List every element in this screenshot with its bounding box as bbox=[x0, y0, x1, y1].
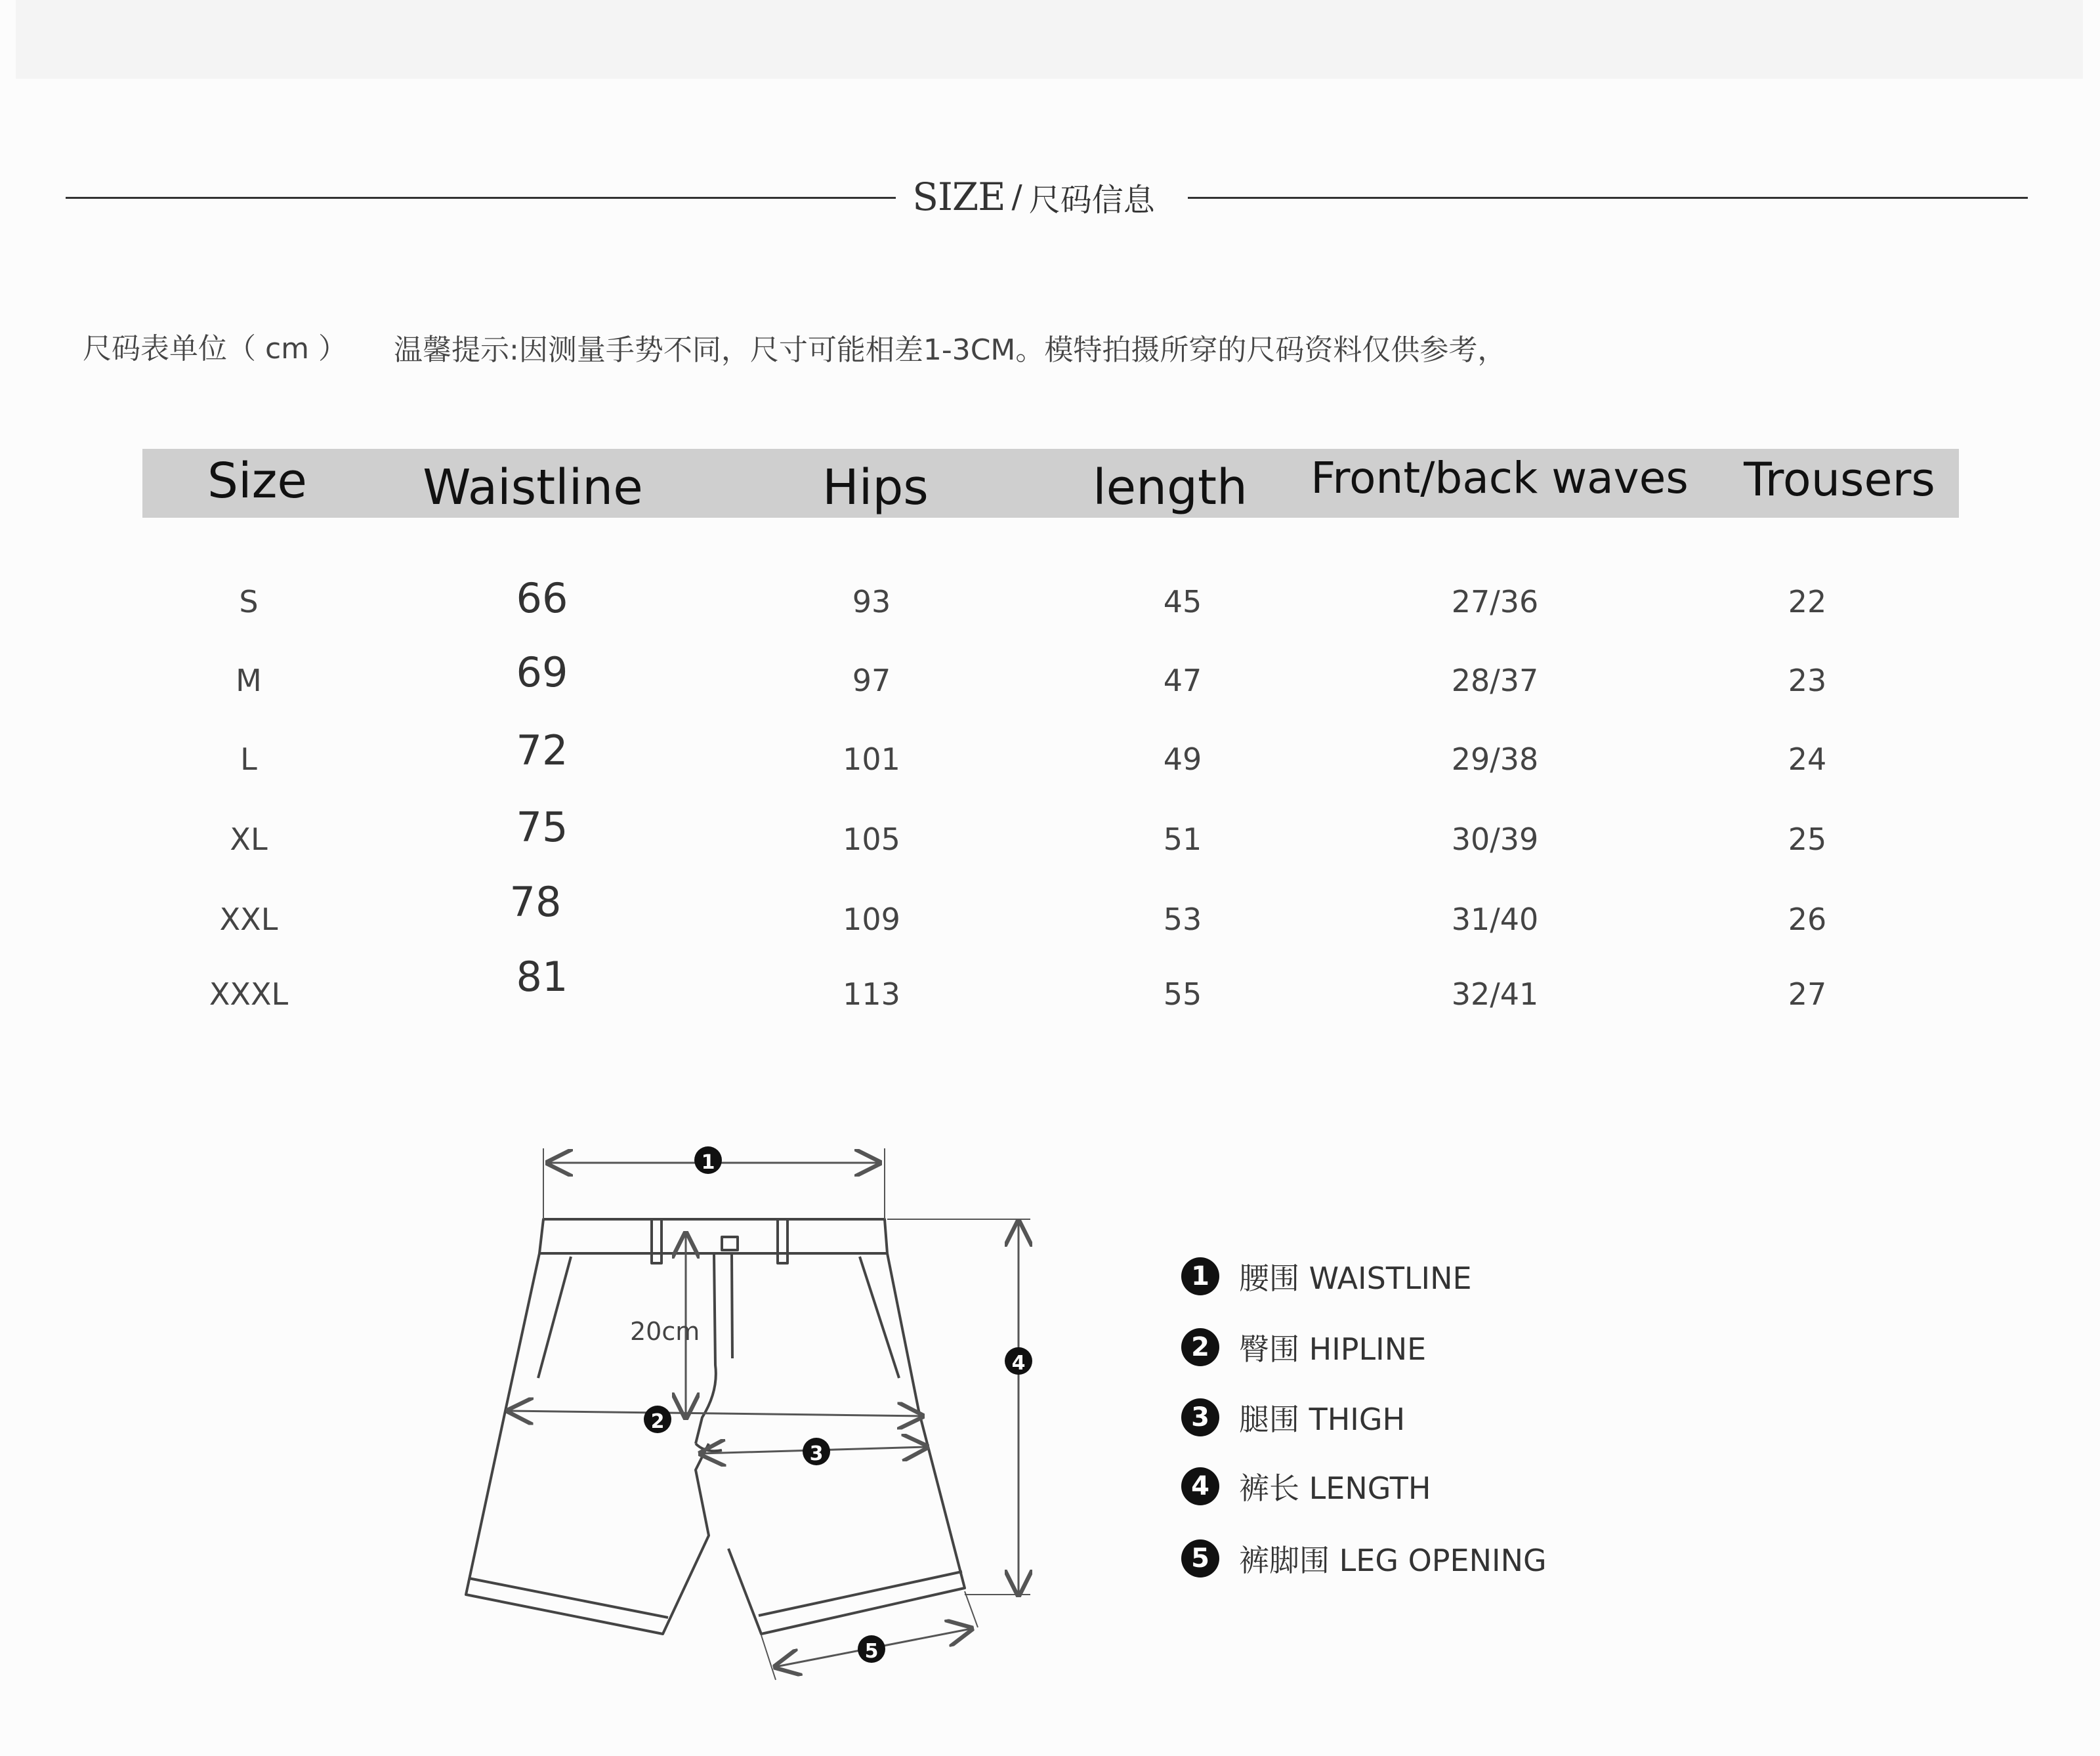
legend-item-length bbox=[1181, 1463, 1431, 1509]
cell-size: M bbox=[236, 663, 262, 698]
cell-waistline: 69 bbox=[516, 648, 568, 696]
header-size: Size bbox=[207, 453, 307, 509]
cell-waves: 30/39 bbox=[1451, 822, 1539, 857]
cell-trousers: 27 bbox=[1788, 976, 1827, 1012]
legend-number-badge: 4 bbox=[1181, 1467, 1219, 1505]
measurement-tip: 温馨提示:因测量手势不同，尺寸可能相差1-3CM。模特拍摄所穿的尺码资料仅供参考， bbox=[394, 333, 1507, 367]
cell-hips: 105 bbox=[843, 822, 900, 857]
legend-number-badge: 2 bbox=[1181, 1328, 1219, 1366]
cell-waistline: 81 bbox=[516, 953, 568, 1001]
section-title bbox=[889, 164, 1178, 230]
cell-size: XXXL bbox=[209, 976, 289, 1012]
cell-length: 55 bbox=[1163, 976, 1202, 1012]
cell-waves: 28/37 bbox=[1451, 663, 1539, 698]
cell-size: S bbox=[239, 584, 259, 619]
cell-waistline: 75 bbox=[516, 803, 568, 851]
section-divider-right bbox=[1188, 197, 2028, 199]
cell-trousers: 26 bbox=[1788, 902, 1827, 937]
cell-hips: 113 bbox=[843, 976, 900, 1012]
top-banner-strip bbox=[16, 0, 2083, 79]
legend-item-hipline bbox=[1181, 1324, 1426, 1370]
legend-item-thigh bbox=[1181, 1394, 1405, 1440]
svg-text:1: 1 bbox=[701, 1151, 715, 1174]
cell-length: 47 bbox=[1163, 663, 1202, 698]
unit-label: 尺码表单位（ cm ） bbox=[83, 332, 348, 366]
section-title-cn: 尺码信息 bbox=[1028, 181, 1155, 219]
legend-item-waistline bbox=[1181, 1253, 1472, 1299]
legend-number-badge: 3 bbox=[1181, 1398, 1219, 1436]
header-length: length bbox=[1093, 459, 1248, 516]
cell-hips: 101 bbox=[843, 742, 900, 777]
header-hips: Hips bbox=[822, 459, 929, 516]
cell-hips: 97 bbox=[852, 663, 891, 698]
shorts-diagram bbox=[453, 1129, 1043, 1719]
cell-waves: 29/38 bbox=[1451, 742, 1539, 777]
cell-hips: 93 bbox=[852, 584, 891, 619]
cell-trousers: 25 bbox=[1788, 822, 1827, 857]
header-trousers: Trousers bbox=[1744, 453, 1935, 507]
cell-length: 49 bbox=[1163, 742, 1202, 777]
cell-hips: 109 bbox=[843, 902, 900, 937]
section-divider-left bbox=[66, 197, 896, 199]
cell-size: L bbox=[240, 742, 257, 777]
cell-length: 51 bbox=[1163, 822, 1202, 857]
cell-size: XXL bbox=[219, 902, 278, 937]
section-title-separator: / bbox=[1011, 178, 1022, 215]
diagram-marker-2 bbox=[644, 1406, 671, 1433]
shorts-outline bbox=[466, 1219, 965, 1634]
legend-label: 臀围 HIPLINE bbox=[1239, 1331, 1427, 1367]
diagram-marker-4 bbox=[1005, 1347, 1032, 1375]
cell-waistline: 78 bbox=[509, 878, 562, 926]
svg-text:3: 3 bbox=[809, 1442, 824, 1465]
cell-waistline: 72 bbox=[516, 726, 568, 774]
legend-label: 裤脚围 LEG OPENING bbox=[1239, 1543, 1547, 1578]
measurement-lines bbox=[509, 1148, 1030, 1680]
svg-text:2: 2 bbox=[650, 1410, 665, 1433]
section-title-en: SIZE bbox=[912, 175, 1005, 219]
diagram-marker-5 bbox=[858, 1635, 885, 1663]
legend-label: 裤长 LENGTH bbox=[1239, 1471, 1431, 1506]
legend-label: 腰围 WAISTLINE bbox=[1239, 1261, 1472, 1296]
cell-waves: 31/40 bbox=[1451, 902, 1539, 937]
cell-length: 45 bbox=[1163, 584, 1202, 619]
cell-trousers: 24 bbox=[1788, 742, 1827, 777]
cell-trousers: 23 bbox=[1788, 663, 1827, 698]
svg-text:4: 4 bbox=[1011, 1352, 1026, 1375]
legend-label: 腿围 THIGH bbox=[1239, 1402, 1406, 1437]
svg-text:5: 5 bbox=[864, 1640, 879, 1663]
legend-item-leg-opening bbox=[1181, 1536, 1547, 1581]
diagram-marker-1 bbox=[694, 1146, 722, 1174]
crotch-depth-label: 20cm bbox=[630, 1317, 700, 1346]
legend-number-badge: 5 bbox=[1181, 1539, 1219, 1578]
legend-number-badge: 1 bbox=[1181, 1257, 1219, 1295]
header-front-back-waves: Front/back waves bbox=[1311, 453, 1689, 503]
cell-waves: 27/36 bbox=[1451, 584, 1539, 619]
cell-size: XL bbox=[230, 822, 268, 857]
cell-length: 53 bbox=[1163, 902, 1202, 937]
header-waistline: Waistline bbox=[423, 459, 643, 516]
cell-waistline: 66 bbox=[516, 574, 568, 622]
cell-waves: 32/41 bbox=[1451, 976, 1539, 1012]
cell-trousers: 22 bbox=[1788, 584, 1827, 619]
diagram-marker-3 bbox=[803, 1438, 830, 1465]
